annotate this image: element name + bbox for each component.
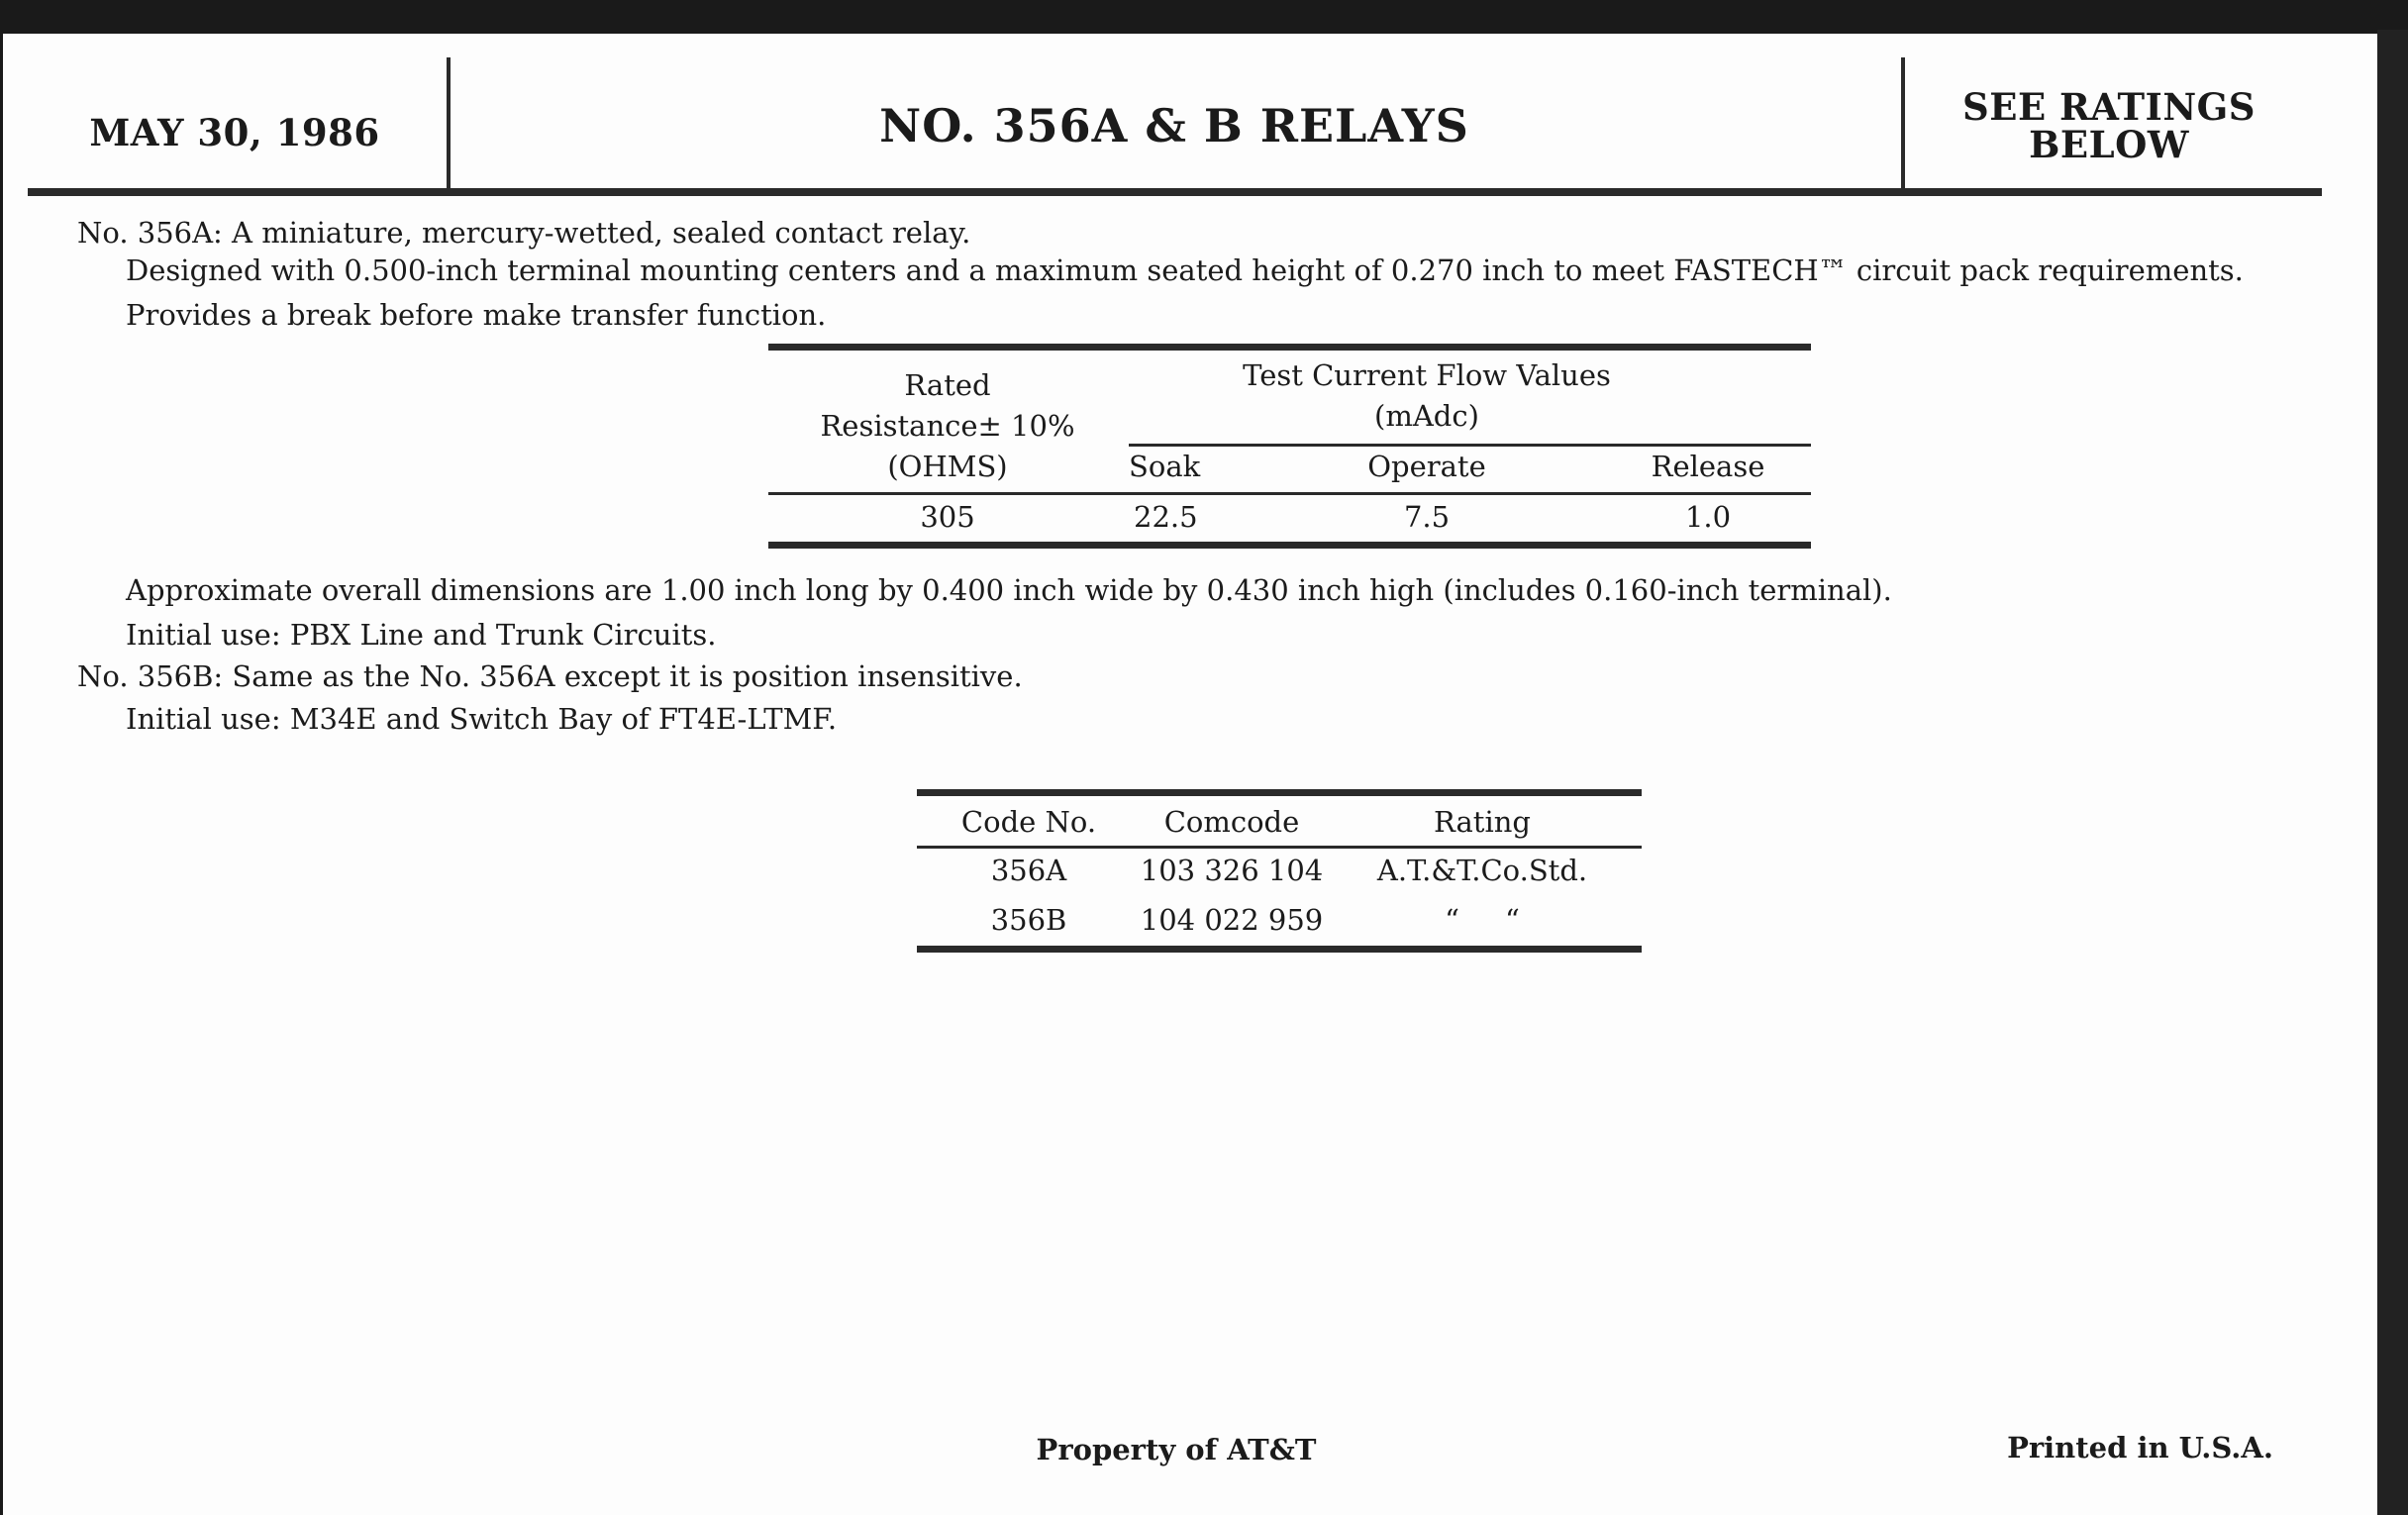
page-title: NO. 356A & B RELAYS [879,99,1469,152]
rated-header-2: Resistance± 10% [820,409,1075,443]
intro-function: Provides a break before make transfer function. [126,298,827,332]
table1-top-rule [768,344,1811,351]
col-release: Release [1651,450,1765,483]
col-code-no: Code No. [960,805,1097,839]
cell-code: 356B [990,903,1067,937]
table1-header-rule [768,492,1811,495]
rated-header-3: (OHMS) [887,450,1008,483]
table2-header-rule [917,846,1642,849]
cell-comcode: 104 022 959 [1140,903,1324,937]
table2-bottom-rule [917,946,1642,953]
cell-rating: “ “ [1445,903,1520,937]
issue-date: MAY 30, 1986 [89,111,380,154]
group-header-2: (mAdc) [1374,399,1479,433]
group-rule [1129,444,1811,447]
cell-resistance: 305 [920,500,975,534]
group-header-1: Test Current Flow Values [1243,358,1611,392]
cell-code: 356A [990,854,1067,887]
cell-soak: 22.5 [1134,500,1198,534]
table1-bottom-rule [768,542,1811,549]
header-divider-left [447,57,451,194]
col-soak: Soak [1129,450,1201,483]
header-divider-right [1901,57,1905,194]
table2-top-rule [917,789,1642,796]
cell-release: 1.0 [1684,500,1732,534]
cell-rating: A.T.&T.Co.Std. [1376,854,1588,887]
ratings-note-line2: BELOW [2029,123,2189,166]
initial-use-356b: Initial use: M34E and Switch Bay of FT4E-LTMF. [126,702,838,736]
col-comcode: Comcode [1163,805,1300,839]
intro-design: Designed with 0.500-inch terminal mounting centers and a maximum seated height of 0.270 inch to meet FASTECH™ circuit pack requirements. [126,253,2244,287]
header-rule [28,188,2322,196]
property-notice: Property of AT&T [1036,1433,1317,1466]
ratings-note-line1: SEE RATINGS [1962,85,2256,129]
rated-header-1: Rated [904,368,991,402]
cell-comcode: 103 326 104 [1140,854,1324,887]
col-rating: Rating [1434,805,1531,839]
scan-edge [2377,30,2408,1515]
printed-notice: Printed in U.S.A. [2007,1431,2273,1464]
dimensions-text: Approximate overall dimensions are 1.00 inch long by 0.400 inch wide by 0.430 inch high (includes 0.160-inch terminal). [126,573,1892,607]
col-operate: Operate [1367,450,1486,483]
intro-356b: No. 356B: Same as the No. 356A except it is position insensitive. [77,659,1023,693]
initial-use-356a: Initial use: PBX Line and Trunk Circuits. [126,618,717,652]
intro-356a: No. 356A: A miniature, mercury-wetted, sealed contact relay. [77,216,971,250]
cell-operate: 7.5 [1403,500,1451,534]
